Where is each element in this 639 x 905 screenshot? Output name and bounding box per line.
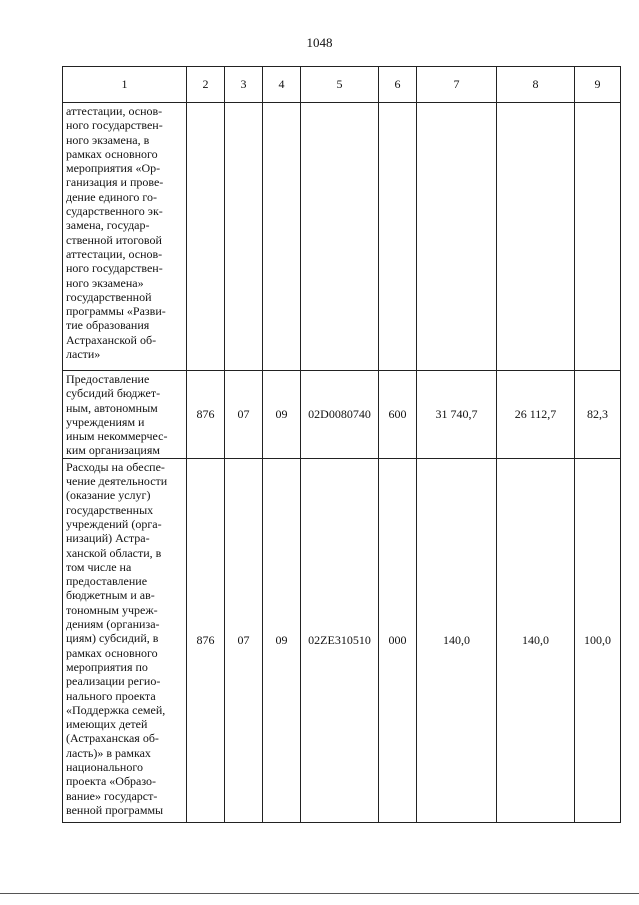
table-cell (187, 103, 225, 371)
description-line: рамках основного (66, 645, 158, 660)
column-header: 3 (225, 67, 263, 103)
description-line: иным некоммерчес- (66, 429, 168, 444)
table-cell (575, 103, 621, 371)
description-line: проекта «Образо- (66, 774, 157, 789)
description-line: ным, автономным (66, 400, 158, 415)
description-line: реализации регио- (66, 674, 161, 689)
table-cell: 100,0 (575, 458, 621, 822)
table-cell (379, 103, 417, 371)
description-line: циям) субсидий, в (66, 631, 159, 646)
budget-table (62, 66, 621, 823)
description-line: аттестации, основ- (66, 246, 163, 261)
description-line: «Поддержка семей, (66, 702, 166, 717)
description-line: Предоставление (66, 372, 150, 386)
table-cell: 07 (225, 371, 263, 459)
description-line: дениям (организа- (66, 617, 160, 632)
description-line: государственных (66, 502, 154, 517)
description-line: тие образования (66, 318, 150, 333)
table-cell: 140,0 (497, 458, 575, 822)
description-line: рамках основного (66, 146, 158, 161)
description-line: учреждений (орга- (66, 516, 162, 531)
column-header: 4 (263, 67, 301, 103)
description-line: государственной (66, 289, 152, 304)
table-cell (225, 103, 263, 371)
description-line: мероприятия «Ор- (66, 161, 161, 176)
table-cell: 26 112,7 (497, 371, 575, 459)
column-header: 1 (63, 67, 187, 103)
table-cell: 600 (379, 371, 417, 459)
description-line: ного экзамена» (66, 275, 144, 290)
column-header: 7 (417, 67, 497, 103)
table-cell: 876 (187, 458, 225, 822)
row-description (63, 103, 187, 371)
table-cell: 140,0 (417, 458, 497, 822)
table-cell: 09 (263, 371, 301, 459)
description-line: имеющих детей (66, 717, 148, 732)
table-row (63, 371, 621, 459)
table-cell (417, 103, 497, 371)
table-row (63, 458, 621, 822)
description-line: учреждениям и (66, 414, 145, 429)
table-cell: 000 (379, 458, 417, 822)
column-header: 8 (497, 67, 575, 103)
description-line: мероприятия по (66, 659, 148, 674)
description-line: предоставление (66, 574, 148, 589)
description-line: ласти» (66, 347, 101, 362)
table-cell (301, 103, 379, 371)
description-line: ганизация и прове- (66, 175, 164, 190)
description-line: ханской области, в (66, 545, 162, 560)
description-line: ласть)» в рамках (66, 745, 151, 760)
description-line: аттестации, основ- (66, 104, 163, 118)
table-cell: 02D0080740 (301, 371, 379, 459)
table-cell: 31 740,7 (417, 371, 497, 459)
table-cell: 82,3 (575, 371, 621, 459)
column-header: 2 (187, 67, 225, 103)
table-cell (263, 103, 301, 371)
description-line: дение единого го- (66, 189, 157, 204)
description-line: ного государствен- (66, 118, 163, 133)
footer-divider (0, 893, 639, 894)
column-header: 9 (575, 67, 621, 103)
description-line: сударственного эк- (66, 204, 163, 219)
table-cell: 02ZE310510 (301, 458, 379, 822)
description-line: программы «Разви- (66, 304, 166, 319)
description-line: (Астраханская об- (66, 731, 159, 746)
table-row (63, 103, 621, 371)
column-header: 5 (301, 67, 379, 103)
description-line: Астраханской об- (66, 332, 157, 347)
description-line: национального (66, 760, 143, 775)
description-line: субсидий бюджет- (66, 386, 161, 401)
row-description (63, 371, 187, 459)
table-cell: 876 (187, 371, 225, 459)
description-line: тономным учреж- (66, 602, 158, 617)
table-cell (497, 103, 575, 371)
row-description (63, 458, 187, 822)
description-line: венной программы (66, 802, 164, 817)
description-line: Расходы на обеспе- (66, 459, 165, 474)
description-line: бюджетным и ав- (66, 588, 155, 603)
page-number: 1048 (306, 35, 333, 50)
description-line: нального проекта (66, 688, 156, 703)
column-header: 6 (379, 67, 417, 103)
description-line: вание» государст- (66, 788, 158, 803)
description-line: чение деятельности (66, 474, 168, 489)
table-cell: 07 (225, 458, 263, 822)
description-line: замена, государ- (66, 218, 150, 233)
description-line: ного экзамена, в (66, 132, 150, 147)
description-line: ного государствен- (66, 261, 163, 276)
description-line: ким организациям (66, 443, 160, 458)
table-cell: 09 (263, 458, 301, 822)
table-header-row (63, 67, 621, 103)
description-line: ственной итоговой (66, 232, 162, 247)
description-line: (оказание услуг) (66, 488, 151, 503)
description-line: низаций) Астра- (66, 531, 150, 546)
description-line: том числе на (66, 559, 132, 574)
